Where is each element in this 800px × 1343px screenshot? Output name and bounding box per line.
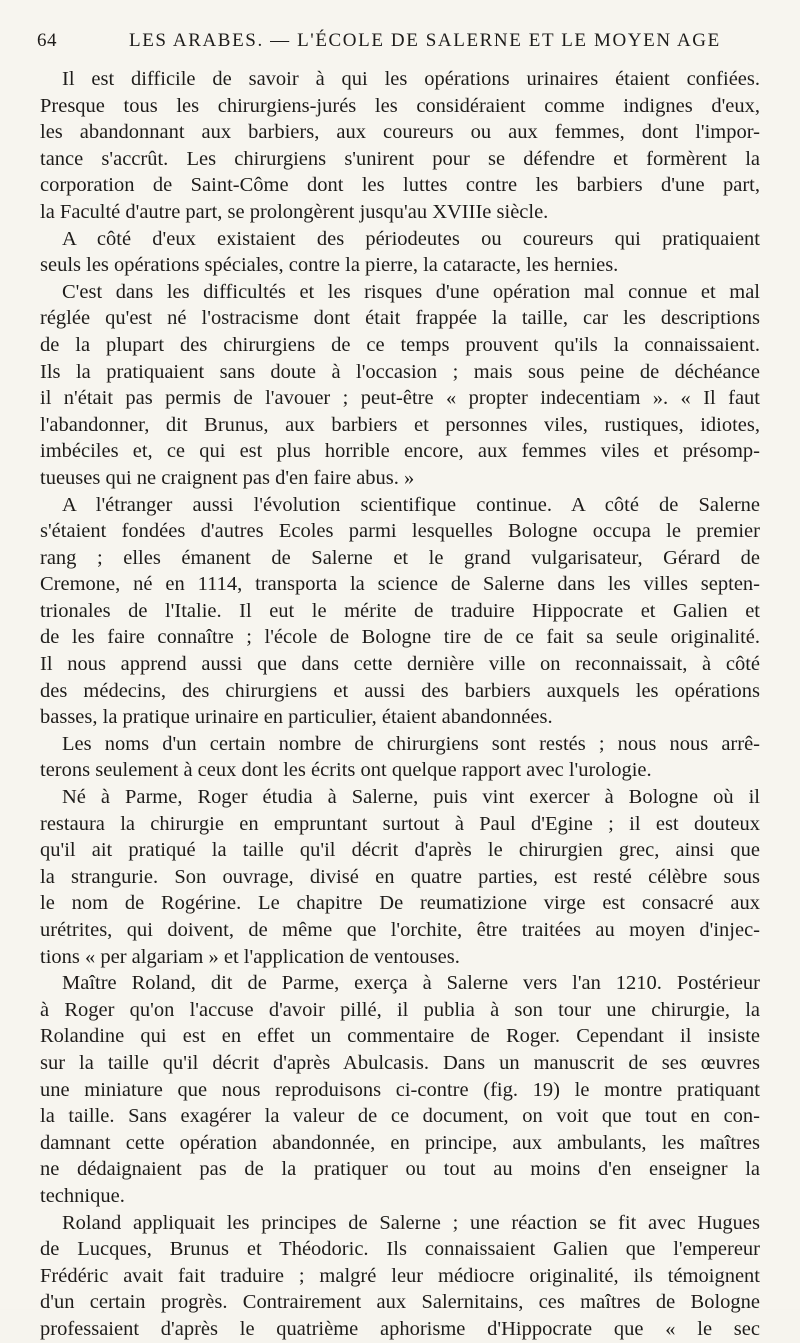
text-line: rang ; elles émanent de Salerne et le grand vulgarisateur, Gérard de xyxy=(40,546,760,569)
text-line: Roland appliquait les principes de Salerne ; une réaction se fit avec Hugues xyxy=(62,1211,760,1234)
text-line: tance s'accrût. Les chirurgiens s'unirent pour se défendre et formèrent la xyxy=(40,147,760,170)
text-line: Maître Roland, dit de Parme, exerça à Salerne vers l'an 1210. Postérieur xyxy=(62,972,760,995)
text-line: le nom de Rogérine. Le chapitre De reumatizione virge est consacré aux xyxy=(40,892,760,915)
text-line: seuls les opérations spéciales, contre la pierre, la cataracte, les hernies. xyxy=(40,254,619,277)
paragraph xyxy=(40,970,760,1209)
text-line: technique. xyxy=(40,1184,125,1207)
text-line: réglée qu'est né l'ostracisme dont était frappée la taille, car les descriptions xyxy=(40,307,760,330)
text-line: ne dédaignaient pas de la pratiquer ou tout au moins d'en enseigner la xyxy=(40,1158,760,1181)
text-line: de Lucques, Brunus et Théodoric. Ils connaissaient Galien que l'empereur xyxy=(40,1238,760,1261)
text-line: Ils la pratiquaient sans doute à l'occasion ; mais sous peine de déchéance xyxy=(40,360,760,383)
text-line: restaura la chirurgie en empruntant surtout à Paul d'Egine ; il est douteux xyxy=(40,812,760,835)
text-line: urétrites, qui doivent, de même que l'orchite, être traitées au moyen d'injec- xyxy=(40,919,760,941)
paragraph xyxy=(40,1210,760,1343)
text-line: l'abandonner, dit Brunus, aux barbiers et personnes viles, rustiques, idiotes, xyxy=(40,413,760,436)
page-number: 64 xyxy=(37,30,57,51)
text-line: à Roger qu'on l'accuse d'avoir pillé, il publia à son tour une chirurgie, la xyxy=(40,998,760,1021)
text-line: de la plupart des chirurgiens de ce temps prouvent qu'ils la connaissaient. xyxy=(40,333,760,356)
text-line: sur la taille qu'il décrit d'après Abulcasis. Dans un manuscrit de ses œuvres xyxy=(40,1051,760,1074)
paragraph xyxy=(40,492,760,731)
text-line: de les faire connaître ; l'école de Bologne tire de ce fait sa seule originalité. xyxy=(40,626,760,649)
text-line: les abandonnant aux barbiers, aux coureurs ou aux femmes, dont l'impor- xyxy=(40,121,760,144)
paragraph xyxy=(40,784,760,970)
text-line: s'étaient fondées d'autres Ecoles parmi lesquelles Bologne occupa le premier xyxy=(40,520,760,543)
text-line: des médecins, des chirurgiens et aussi des barbiers auxquels les opérations xyxy=(40,679,760,702)
paragraph xyxy=(40,279,760,492)
text-line: il n'était pas permis de l'avouer ; peut-être « propter indecentiam ». « Il faut xyxy=(40,387,760,410)
text-line: C'est dans les difficultés et les risques d'une opération mal connue et mal xyxy=(62,280,760,303)
text-line: Né à Parme, Roger étudia à Salerne, puis vint exercer à Bologne où il xyxy=(62,786,760,809)
text-line: Les noms d'un certain nombre de chirurgiens sont restés ; nous nous arrê- xyxy=(62,732,760,755)
text-line: corporation de Saint-Côme dont les luttes contre les barbiers d'une part, xyxy=(40,174,760,197)
text-line: imbéciles et, ce qui est plus horrible encore, aux femmes viles et présomp- xyxy=(40,440,760,463)
text-line: la strangurie. Son ouvrage, divisé en quatre parties, est resté célèbre sous xyxy=(40,865,760,888)
text-line: A côté d'eux existaient des périodeutes ou coureurs qui pratiquaient xyxy=(62,227,760,250)
page-header xyxy=(37,30,760,56)
page-body xyxy=(40,66,760,1343)
text-line: professaient d'après le quatrième aphorisme d'Hippocrate que « le sec xyxy=(40,1317,760,1340)
text-line: d'un certain progrès. Contrairement aux Salernitains, ces maîtres de Bologne xyxy=(40,1291,760,1314)
text-line: trionales de l'Italie. Il eut le mérite de traduire Hippocrate et Galien et xyxy=(40,599,760,622)
paragraph xyxy=(40,731,760,784)
text-line: tueuses qui ne craignent pas d'en faire abus. » xyxy=(40,466,415,489)
paragraph xyxy=(40,66,760,226)
text-line: basses, la pratique urinaire en particulier, étaient abandonnées. xyxy=(40,706,553,729)
text-line: Rolandine qui est en effet un commentaire de Roger. Cependant il insiste xyxy=(40,1025,760,1048)
text-line: qu'il ait pratiqué la taille qu'il décrit d'après le chirurgien grec, ainsi que xyxy=(40,839,760,862)
text-line: Cremone, né en 1114, transporta la science de Salerne dans les villes septen- xyxy=(40,573,760,596)
text-line: la Faculté d'autre part, se prolongèrent jusqu'au XVIIIe siècle. xyxy=(40,200,549,223)
text-line: terons seulement à ceux dont les écrits ont quelque rapport avec l'urologie. xyxy=(40,759,652,782)
text-line: une miniature que nous reproduisons ci-contre (fig. 19) le montre pratiquant xyxy=(40,1078,760,1101)
running-title: LES ARABES. — L'ÉCOLE DE SALERNE ET LE MOYEN AGE xyxy=(129,30,721,51)
text-line: Il est difficile de savoir à qui les opérations urinaires étaient confiées. xyxy=(62,68,760,90)
text-line: Frédéric avait fait traduire ; malgré leur médiocre originalité, ils témoignent xyxy=(40,1264,760,1287)
text-line: la taille. Sans exagérer la valeur de ce document, on voit que tout en con- xyxy=(40,1105,760,1128)
text-line: damnant cette opération abandonnée, en principe, aux ambulants, les maîtres xyxy=(40,1131,760,1154)
text-line: Presque tous les chirurgiens-jurés les considéraient comme indignes d'eux, xyxy=(40,94,760,117)
text-line: Il nous apprend aussi que dans cette dernière ville on reconnaissait, à côté xyxy=(40,653,760,676)
text-line: tions « per algariam » et l'application de ventouses. xyxy=(40,945,460,968)
paragraph xyxy=(40,226,760,279)
text-line: A l'étranger aussi l'évolution scientifique continue. A côté de Salerne xyxy=(62,493,760,516)
